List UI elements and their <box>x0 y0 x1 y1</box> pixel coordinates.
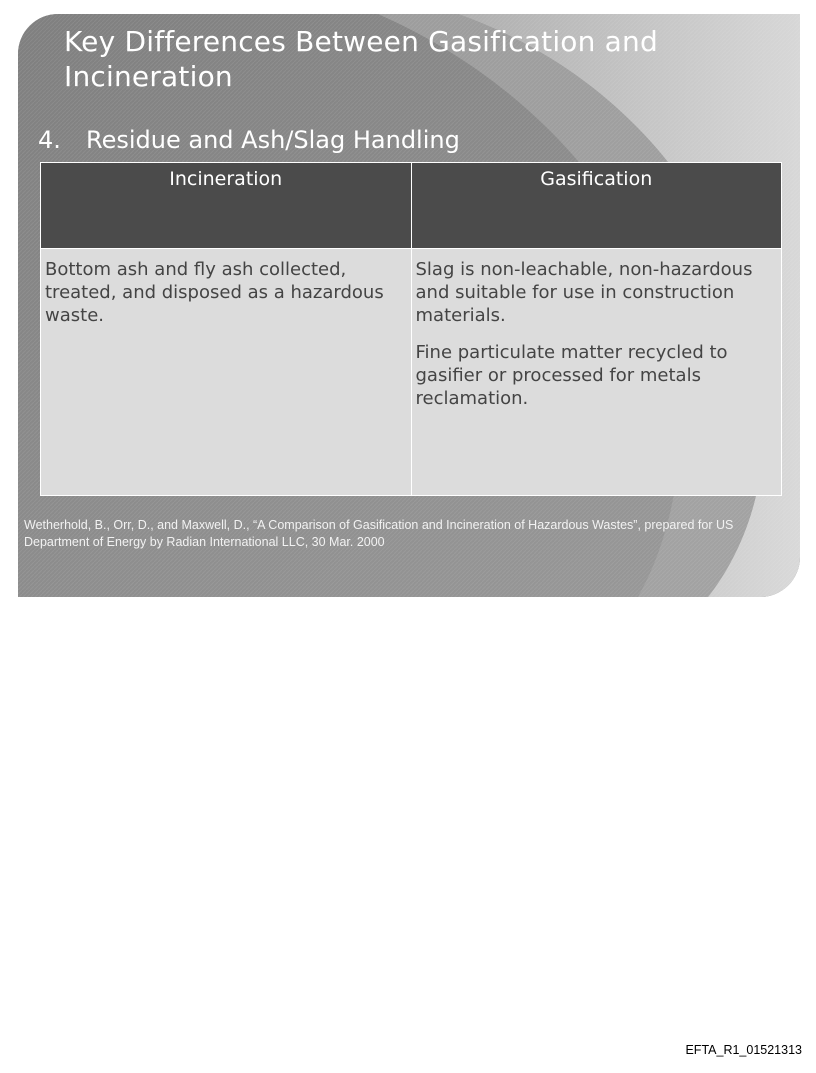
section-label: Residue and Ash/Slag Handling <box>86 126 460 154</box>
incineration-cell <box>41 249 412 496</box>
gasification-cell <box>411 249 782 496</box>
section-heading <box>38 125 460 155</box>
comparison-table <box>40 162 782 496</box>
section-number: 4. <box>38 126 61 154</box>
gasification-text-particulate: Fine particulate matter recycled to gasifier or processed for metals reclamation. <box>415 342 728 409</box>
incineration-text: Bottom ash and fly ash collected, treated, and disposed as a hazardous waste. <box>45 259 384 326</box>
citation: Wetherhold, B., Orr, D., and Maxwell, D., “A Comparison of Gasification and Incineration of Hazardous Wastes”, prepared for US Department of Energy by Radian International LLC, 30 Mar. 2000 <box>24 518 734 549</box>
column-header-incineration: Incineration <box>41 163 412 249</box>
column-header-gasification: Gasification <box>411 163 782 249</box>
slide-title: Key Differences Between Gasification and Incineration <box>64 25 658 93</box>
presentation-slide <box>18 14 800 597</box>
gasification-text-slag: Slag is non-leachable, non-hazardous and suitable for use in construction materials. <box>415 259 753 326</box>
table-row <box>41 249 782 496</box>
document-id: EFTA_R1_01521313 <box>685 1043 802 1057</box>
table-header-row <box>41 163 782 249</box>
